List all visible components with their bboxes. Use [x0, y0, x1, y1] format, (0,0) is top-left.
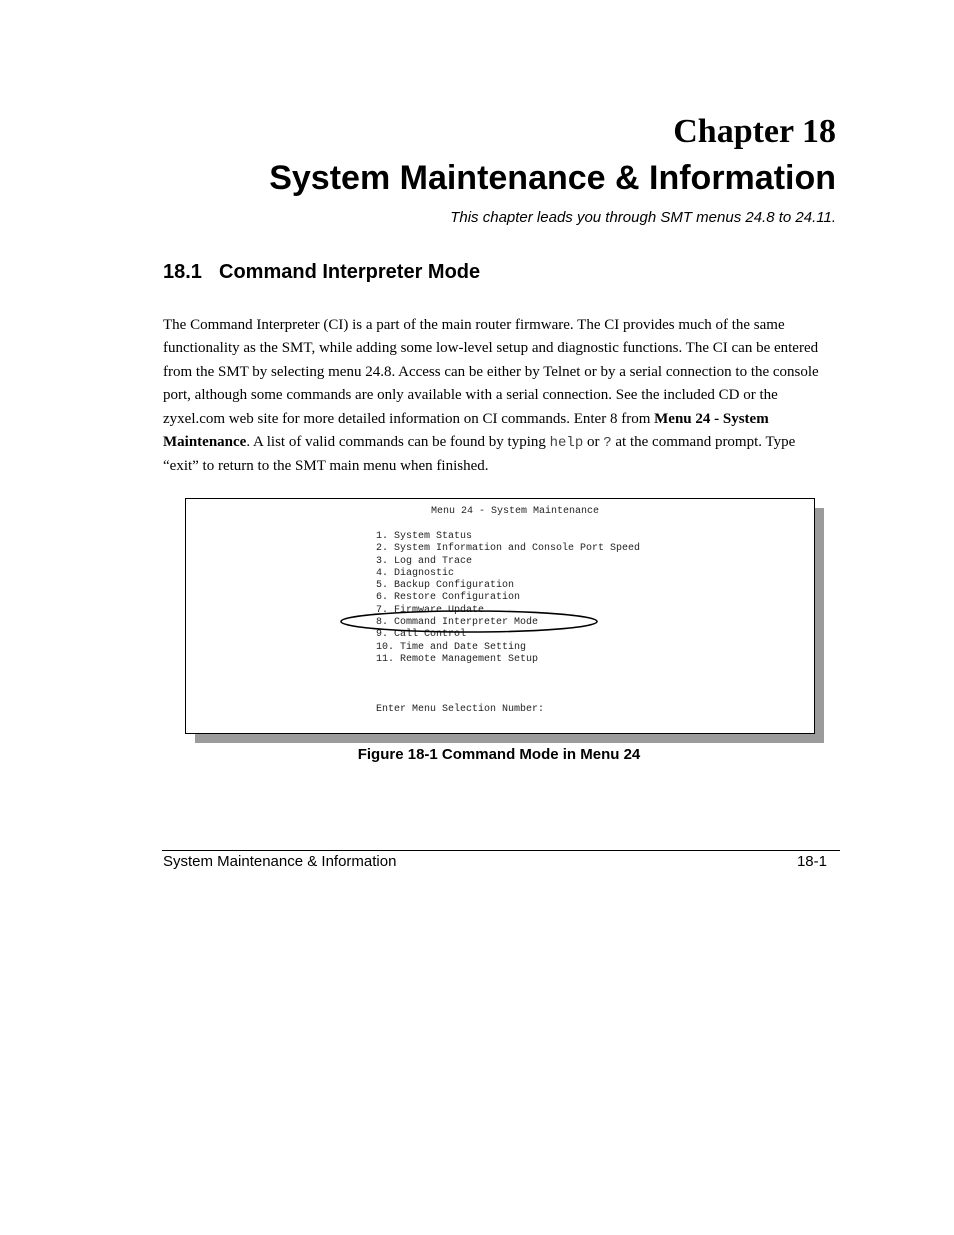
menu-item-diagnostic: 4. Diagnostic	[376, 567, 455, 579]
section-title: Command Interpreter Mode	[219, 261, 481, 283]
chapter-intro: This chapter leads you through SMT menus 24.8 to 24.11.	[450, 209, 836, 226]
menu-item-time-and-date: 10. Time and Date Setting	[376, 641, 527, 653]
chapter-number: Chapter 18	[673, 113, 836, 150]
highlight-ellipse	[340, 610, 598, 633]
paragraph-text-2: . A list of valid commands can be found by typing	[246, 434, 550, 451]
figure-caption: Figure 18-1 Command Mode in Menu 24	[357, 746, 641, 763]
paragraph-text-3: or	[583, 434, 604, 451]
chapter-title: System Maintenance & Information	[269, 159, 836, 197]
menu-reference: Menu 24 - System Maintenance	[163, 410, 769, 451]
help-command: help	[549, 435, 584, 452]
menu-title: Menu 24 - System Maintenance	[431, 506, 600, 517]
menu-selection-prompt: Enter Menu Selection Number:	[376, 704, 545, 715]
menu-item-remote-management: 11. Remote Management Setup	[376, 653, 539, 665]
menu-item-command-interpreter-mode: 8. Command Interpreter Mode	[376, 617, 539, 629]
menu-item-log-and-trace: 3. Log and Trace	[376, 555, 473, 567]
menu-item-system-information: 2. System Information and Console Port Speed	[376, 543, 641, 555]
question-command: ?	[603, 435, 612, 452]
footer-chapter-title: System Maintenance & Information	[163, 853, 397, 870]
section-number: 18.1	[163, 261, 202, 283]
paragraph-text-4: at the command prompt. Type “exit” to return to the SMT main menu when finished.	[163, 434, 796, 475]
body-paragraph	[163, 314, 831, 479]
menu-item-backup-configuration: 5. Backup Configuration	[376, 580, 515, 592]
menu-list	[376, 531, 640, 666]
menu-item-system-status: 1. System Status	[376, 531, 473, 542]
menu-item-firmware-update: 7. Firmware Update	[376, 604, 485, 616]
footer-page-number: 18-1	[796, 853, 827, 870]
section-heading	[163, 258, 480, 286]
menu-item-call-control: 9. Call Control	[376, 629, 467, 641]
menu-item-restore-configuration: 6. Restore Configuration	[376, 592, 521, 604]
paragraph-text-1: The Command Interpreter (CI) is a part of the main router firmware. The CI provides much of the same functionality as the SMT, while adding some low-level setup and diagnostic functions. The CI can be entered from the SMT by selecting menu 24.8. Access can be either by Telnet or by a serial connection to the console port, although some commands are only available with a serial connection. See the included CD or the zyxel.com web site for more detailed information on CI commands. Enter 8 from	[163, 317, 819, 427]
footer-divider	[162, 850, 840, 851]
